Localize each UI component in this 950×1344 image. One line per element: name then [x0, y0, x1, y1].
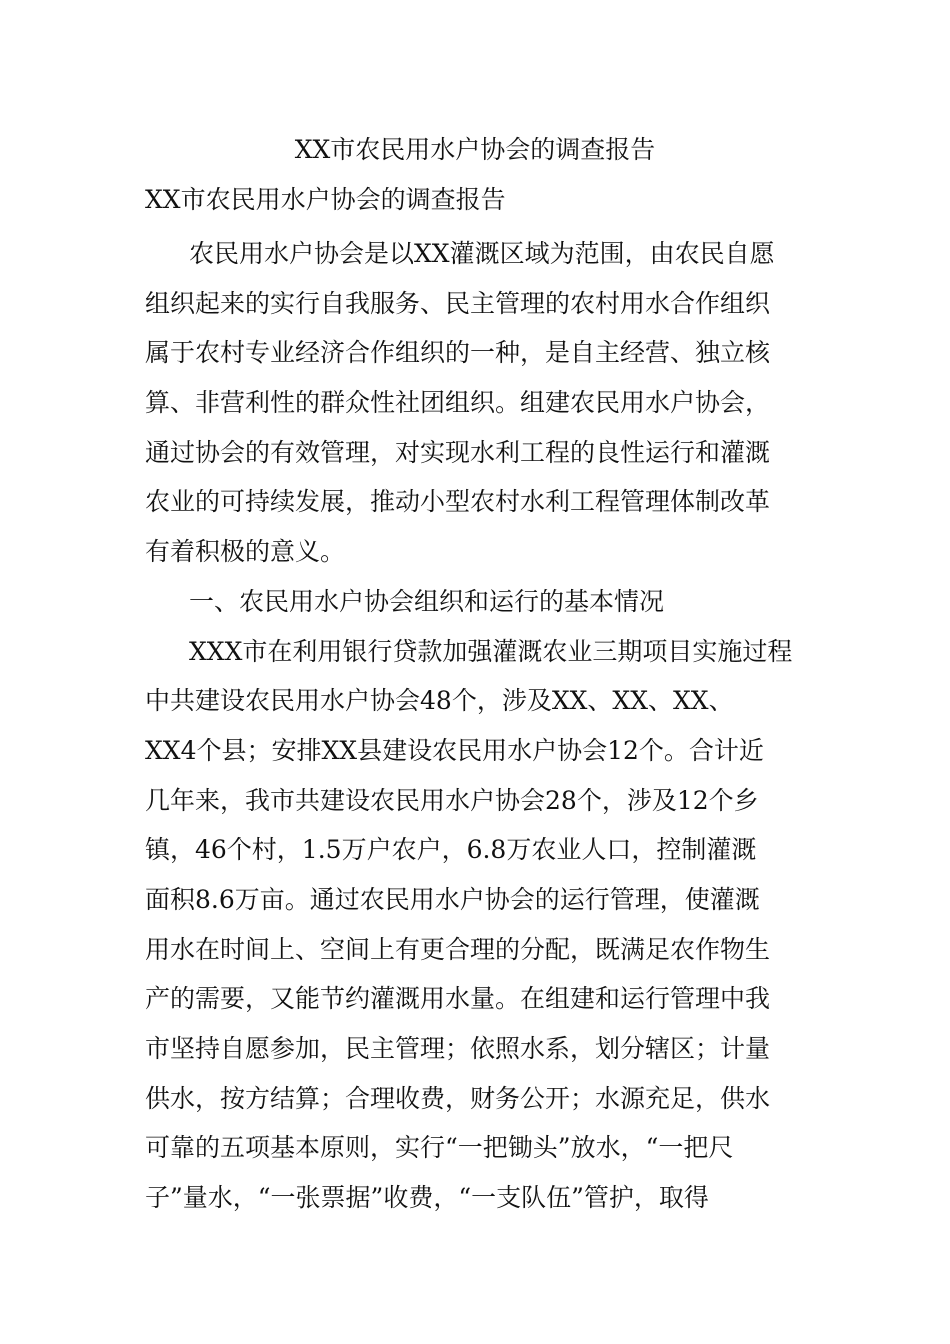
paragraph-line: 产的需要，又能节约灌溉用水量。在组建和运行管理中我: [145, 984, 771, 1014]
document-body: [145, 180, 807, 1223]
paragraph-line: XXX市在利用银行贷款加强灌溉农业三期项目实施过程: [189, 636, 793, 666]
paragraph-line: 面积8.6万亩。通过农民用水户协会的运行管理，使灌溉: [145, 884, 760, 914]
paragraph-intro: [145, 229, 807, 577]
paragraph-line: 可靠的五项基本原则，实行“一把锄头”放水，“一把尺: [145, 1133, 734, 1163]
paragraph-line: 几年来，我市共建设农民用水户协会28个，涉及12个乡: [145, 785, 759, 815]
document-subtitle: XX市农民用水户协会的调查报告: [145, 185, 506, 214]
section-heading: [145, 577, 807, 627]
paragraph-line: 属于农村专业经济合作组织的一种，是自主经营、独立核: [145, 338, 771, 368]
paragraph-line: 供水，按方结算；合理收费，财务公开；水源充足，供水: [145, 1083, 771, 1113]
paragraph-line: 子”量水，“一张票据”收费，“一支队伍”管护，取得: [145, 1183, 709, 1213]
paragraph-line: 中共建设农民用水户协会48个，涉及XX、XX、XX、: [145, 686, 734, 716]
paragraph-line: 用水在时间上、空间上有更合理的分配，既满足农作物生: [145, 934, 771, 964]
paragraph-line: 算、非营利性的群众性社团组织。组建农民用水户协会，: [145, 388, 771, 418]
paragraph-line: 组织起来的实行自我服务、民主管理的农村用水合作组织: [145, 288, 771, 318]
paragraph-line: XX4个县；安排XX县建设农民用水户协会12个。合计近: [145, 735, 764, 765]
document-title: XX市农民用水户协会的调查报告: [294, 135, 656, 164]
section-heading-text: 一、农民用水户协会组织和运行的基本情况: [189, 586, 665, 616]
paragraph-line: 镇，46个村，1.5万户农户，6.8万农业人口，控制灌溉: [145, 835, 757, 865]
paragraph-line: 有着积极的意义。: [145, 537, 346, 567]
paragraph-line: 通过协会的有效管理，对实现水利工程的良性运行和灌溉: [145, 437, 771, 467]
paragraph-line: 农民用水户协会是以XX灌溉区域为范围，由农民自愿: [189, 239, 775, 268]
paragraph-basic-situation: [145, 627, 807, 1223]
paragraph-line: 农业的可持续发展，推动小型农村水利工程管理体制改革: [145, 487, 771, 517]
paragraph-line: 市坚持自愿参加，民主管理；依照水系，划分辖区；计量: [145, 1034, 771, 1063]
